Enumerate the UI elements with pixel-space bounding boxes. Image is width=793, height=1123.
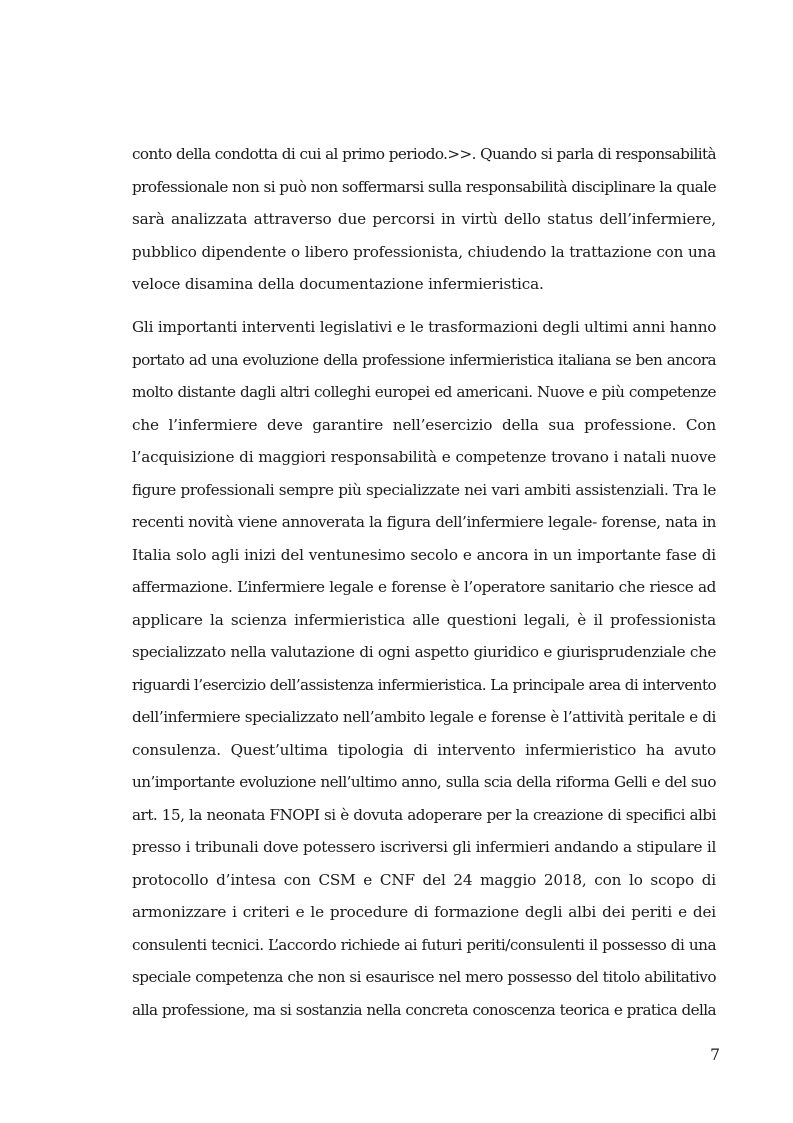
text-line: Italia solo agli inizi del ventunesimo secolo e ancora in un importante fase di [132, 545, 716, 564]
text-line: protocollo d’intesa con CSM e CNF del 24 maggio 2018, con lo scopo di [132, 870, 716, 889]
text-line: professionale non si può non soffermarsi sulla responsabilità disciplinare la quale [132, 177, 717, 196]
text-line: consulenti tecnici. L’accordo richiede ai futuri periti/consulenti il possesso di una [132, 935, 716, 954]
text-line: specializzato nella valutazione di ogni aspetto giuridico e giurisprudenziale che [132, 643, 716, 661]
text-line: speciale competenza che non si esaurisce nel mero possesso del titolo abilitativo [132, 968, 716, 986]
text-line: art. 15, la neonata FNOPI si è dovuta adoperare per la creazione di specifici albi [132, 805, 716, 824]
text-line: applicare la scienza infermieristica alle questioni legali, è il professionista [132, 610, 716, 629]
text-line: Gli importanti interventi legislativi e le trasformazioni degli ultimi anni hanno [132, 318, 717, 336]
text-line: alla professione, ma si sostanzia nella concreta conoscenza teorica e pratica della [132, 1000, 716, 1019]
text-line: affermazione. L’infermiere legale e forense è l’operatore sanitario che riesce ad [132, 578, 716, 596]
text-line: l’acquisizione di maggiori responsabilità e competenze trovano i natali nuove [132, 448, 716, 466]
text-line: riguardi l’esercizio dell’assistenza infermieristica. La principale area di intervento [132, 675, 716, 694]
text-line: portato ad una evoluzione della professione infermieristica italiana se ben ancora [132, 350, 716, 369]
text-line: recenti novità viene annoverata la figura dell’infermiere legale- forense, nata in [132, 513, 716, 531]
text-line: conto della condotta di cui al primo periodo.>>. Quando si parla di responsabilità [132, 145, 716, 163]
text-line: veloce disamina della documentazione infermieristica. [132, 275, 544, 293]
text-line: che l’infermiere deve garantire nell’esercizio della sua professione. Con [132, 415, 716, 434]
text-line: figure professionali sempre più specializzate nei vari ambiti assistenziali. Tra le [132, 480, 716, 499]
paragraph-1 [132, 138, 716, 301]
text-line: pubblico dipendente o libero professionista, chiudendo la trattazione con una [132, 242, 716, 261]
paragraph-2 [132, 311, 716, 1026]
text-line: sarà analizzata attraverso due percorsi in virtù dello status dell’infermiere, [132, 210, 716, 228]
text-line: un’importante evoluzione nell’ultimo anno, sulla scia della riforma Gelli e del suo [132, 773, 716, 791]
text-line: consulenza. Quest’ultima tipologia di intervento infermieristico ha avuto [132, 740, 716, 759]
text-line: dell’infermiere specializzato nell’ambito legale e forense è l’attività peritale e di [132, 708, 716, 726]
page-number: 7 [710, 1046, 720, 1064]
text-line: presso i tribunali dove potessero iscriversi gli infermieri andando a stipulare il [132, 838, 716, 856]
text-line: armonizzare i criteri e le procedure di formazione degli albi dei periti e dei [132, 903, 716, 921]
text-line: molto distante dagli altri colleghi europei ed americani. Nuove e più competenze [132, 383, 716, 401]
